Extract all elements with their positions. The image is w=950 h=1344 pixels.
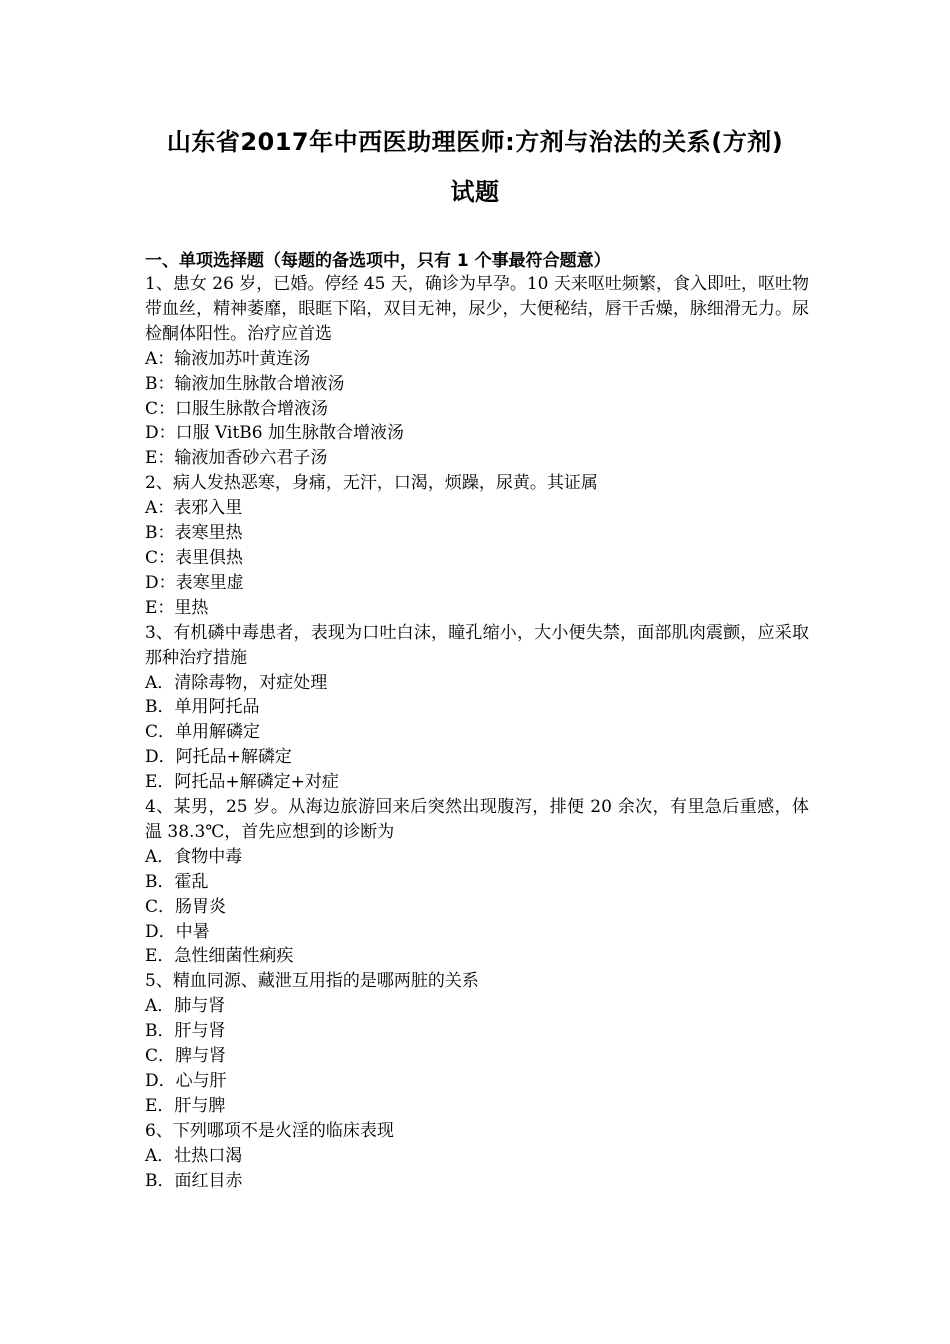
answer-option-b: B．单用阿托品 — [145, 697, 260, 718]
answer-option-a: A．清除毒物，对症处理 — [145, 672, 328, 693]
answer-option-c: C．脾与肾 — [145, 1046, 227, 1067]
question-stem: 4、某男，25 岁。从海边旅游回来后突然出现腹泻，排便 20 余次，有里急后重感，体温 38.3℃，首先应想到的诊断为 — [145, 797, 809, 842]
question-6 — [145, 1119, 809, 1194]
question-stem: 1、患女 26 岁，已婚。停经 45 天，确诊为早孕。10 天来呕吐频繁，食入即吐，呕吐物带血丝，精神萎靡，眼眶下陷，双目无神，尿少，大便秘结，唇干舌燥，脉细滑无力。尿检酮体阳性。治疗应首选 — [145, 274, 809, 344]
answer-option-b: B．肝与肾 — [145, 1021, 226, 1042]
document-title: 山东省2017年中西医助理医师:方剂与治法的关系(方剂) — [166, 128, 784, 156]
answer-option-d: D：口服 VitB6 加生脉散合增液汤 — [145, 423, 404, 444]
answer-option-b: B：输液加生脉散合增液汤 — [145, 373, 345, 394]
question-1 — [145, 272, 809, 471]
question-stem: 3、有机磷中毒患者，表现为口吐白沫，瞳孔缩小，大小便失禁，面部肌肉震颤，应采取那种治疗措施 — [145, 622, 809, 668]
question-3 — [145, 621, 809, 795]
document-title-continued: 试题 — [450, 178, 500, 206]
answer-option-a: A．肺与肾 — [145, 996, 226, 1017]
answer-option-e: E：输液加香砂六君子汤 — [145, 448, 328, 469]
question-stem: 5、精血同源、藏泄互用指的是哪两脏的关系 — [145, 971, 479, 992]
answer-option-e: E：里热 — [145, 597, 209, 618]
answer-option-a: A：表邪入里 — [145, 498, 243, 519]
answer-option-d: D．阿托品+解磷定 — [145, 747, 292, 768]
answer-option-a: A．壮热口渴 — [145, 1145, 243, 1166]
question-stem: 2、病人发热恶寒，身痛，无汗，口渴，烦躁，尿黄。其证属 — [145, 473, 598, 494]
answer-option-e: E．阿托品+解磷定+对症 — [145, 772, 339, 793]
answer-option-c: C：表里俱热 — [145, 547, 244, 568]
answer-option-a: A：输液加苏叶黄连汤 — [145, 348, 311, 369]
answer-option-d: D．中暑 — [145, 921, 210, 942]
answer-option-d: D：表寒里虚 — [145, 572, 244, 593]
question-list — [145, 272, 809, 1194]
question-2 — [145, 471, 809, 620]
question-5 — [145, 969, 809, 1118]
answer-option-e: E．肝与脾 — [145, 1095, 226, 1116]
question-4 — [145, 795, 809, 969]
answer-option-b: B．霍乱 — [145, 871, 209, 892]
answer-option-c: C．单用解磷定 — [145, 722, 261, 743]
section-heading: 一、单项选择题（每题的备选项中，只有 1 个事最符合题意） — [145, 251, 611, 271]
question-stem: 6、下列哪项不是火淫的临床表现 — [145, 1120, 394, 1141]
answer-option-b: B．面红目赤 — [145, 1170, 243, 1191]
answer-option-e: E．急性细菌性痢疾 — [145, 946, 294, 967]
answer-option-a: A．食物中毒 — [145, 846, 243, 867]
answer-option-b: B：表寒里热 — [145, 523, 243, 544]
answer-option-c: C：口服生脉散合增液汤 — [145, 398, 329, 419]
answer-option-c: C．肠胃炎 — [145, 896, 227, 917]
answer-option-d: D．心与肝 — [145, 1071, 227, 1091]
